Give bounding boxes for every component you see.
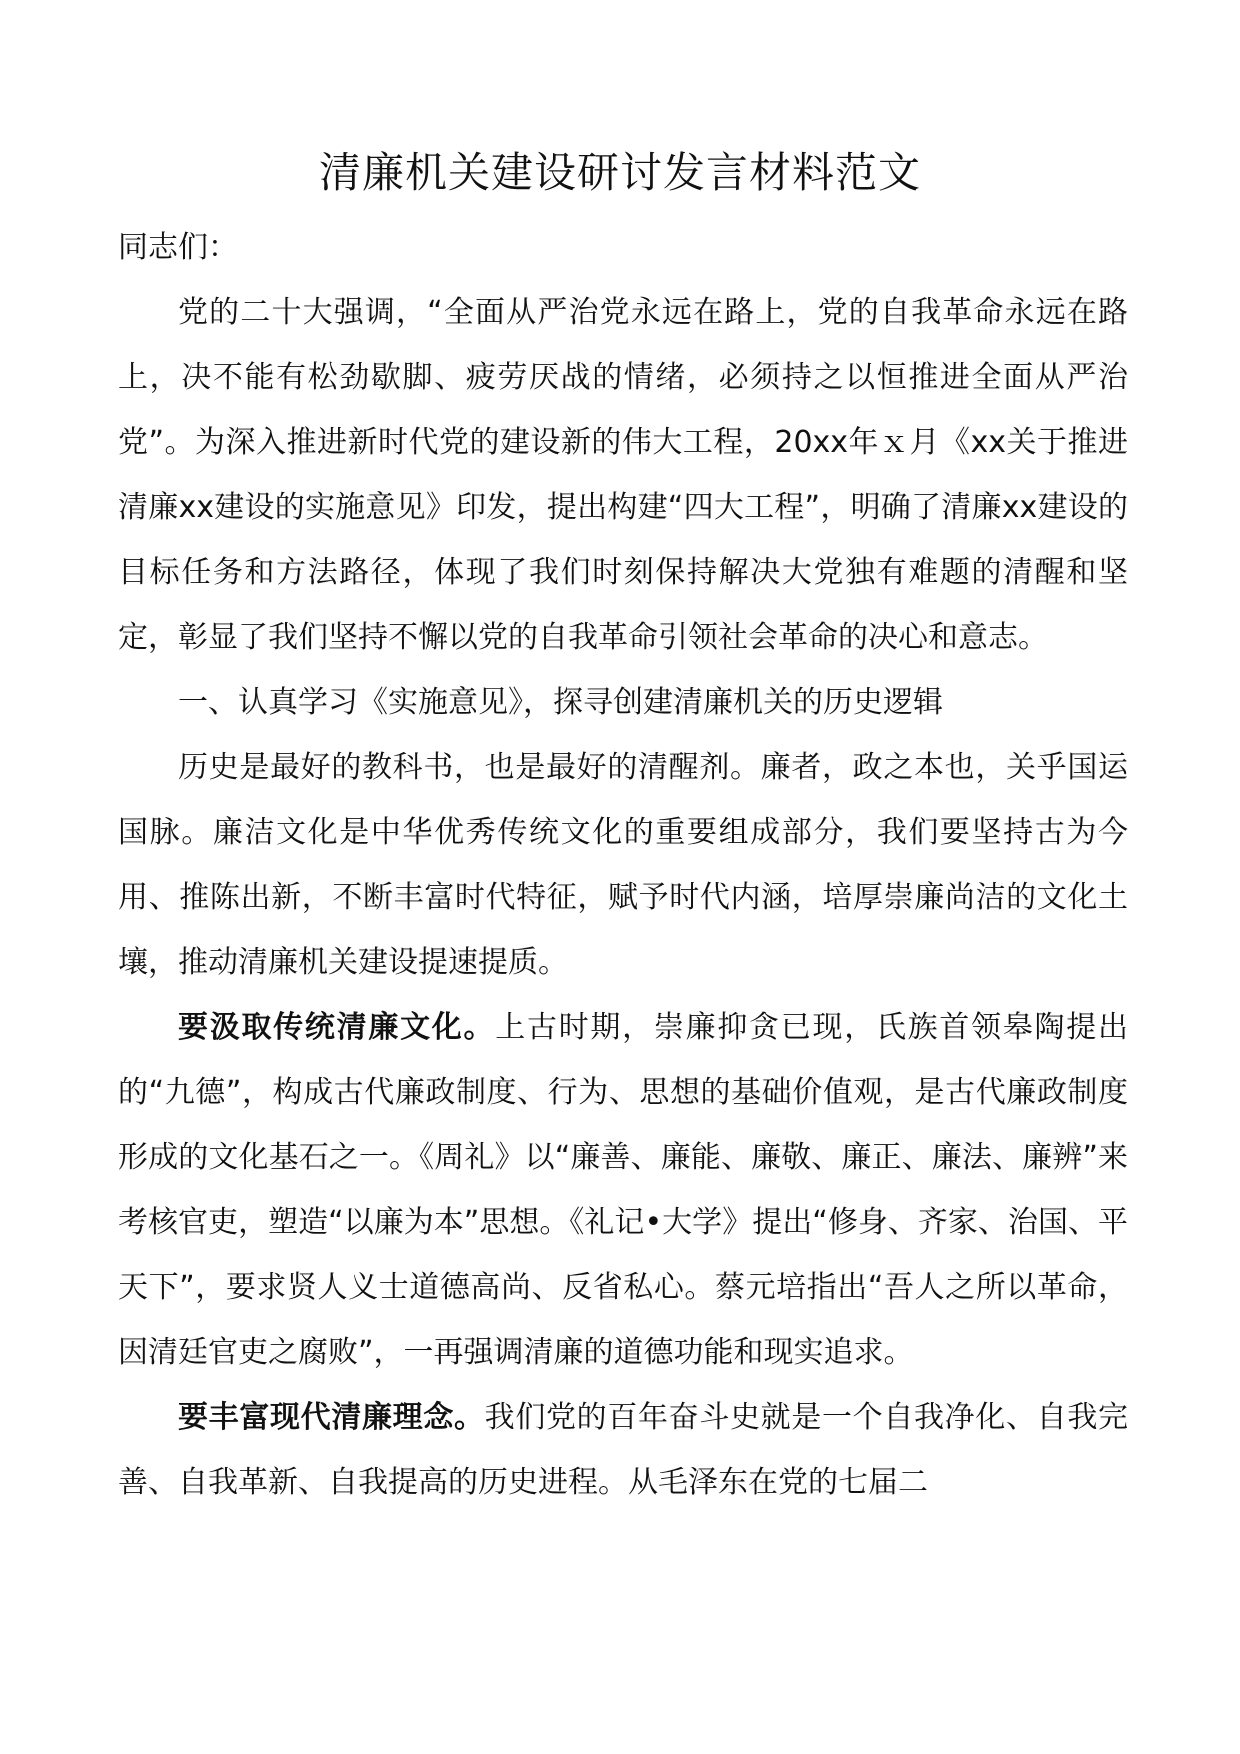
paragraph-text: 我们党的百年奋斗史就是一个自我净化、自我完善、自我革新、自我提高的历史进程。从毛泽东在党的七届二 xyxy=(118,1400,1129,1500)
document-title: 清廉机关建设研讨发言材料范文 xyxy=(318,148,921,197)
paragraph-lead: 要汲取传统清廉文化。 xyxy=(178,1010,496,1045)
section1-intro-paragraph: 历史是最好的教科书，也是最好的清醒剂。廉者，政之本也，关乎国运国脉。廉洁文化是中华优秀传统文化的重要组成部分，我们要坚持古为今用、推陈出新，不断丰富时代特征，赋予时代内涵，培厚崇廉尚洁的文化土壤，推动清廉机关建设提速提质。 xyxy=(118,750,1128,980)
paragraph-text: 上古时期，崇廉抑贪已现，氏族首领皋陶提出的“九德”，构成古代廉政制度、行为、思想的基础价值观，是古代廉政制度形成的文化基石之一。《周礼》以“廉善、廉能、廉敬、廉正、廉法、廉辨”来考核官吏，塑造“以廉为本”思想。《礼记•大学》提出“修身、齐家、治国、平天下”，要求贤人义士道德高尚、反省私心。蔡元培指出“吾人之所以革命，因清廷官吏之腐败”，一再强调清廉的道德功能和现实追求。 xyxy=(118,1010,1129,1370)
document-body xyxy=(118,215,1128,1515)
traditional-culture-paragraph xyxy=(118,995,1128,1385)
salutation: 同志们： xyxy=(118,230,238,265)
section-heading-1: 一、认真学习《实施意见》，探寻创建清廉机关的历史逻辑 xyxy=(178,685,943,720)
intro-paragraph: 党的二十大强调，“全面从严治党永远在路上，党的自我革命永远在路上，决不能有松劲歇脚、疲劳厌战的情绪，必须持之以恒推进全面从严治党”。为深入推进新时代党的建设新的伟大工程，20xx年ｘ月《xx关于推进清廉xx建设的实施意见》印发，提出构建“四大工程”，明确了清廉xx建设的目标任务和方法路径，体现了我们时刻保持解决大党独有难题的清醒和坚定，彰显了我们坚持不懈以党的自我革命引领社会革命的决心和意志。 xyxy=(118,295,1128,655)
modern-concept-paragraph xyxy=(118,1385,1128,1515)
paragraph-lead: 要丰富现代清廉理念。 xyxy=(178,1400,485,1435)
